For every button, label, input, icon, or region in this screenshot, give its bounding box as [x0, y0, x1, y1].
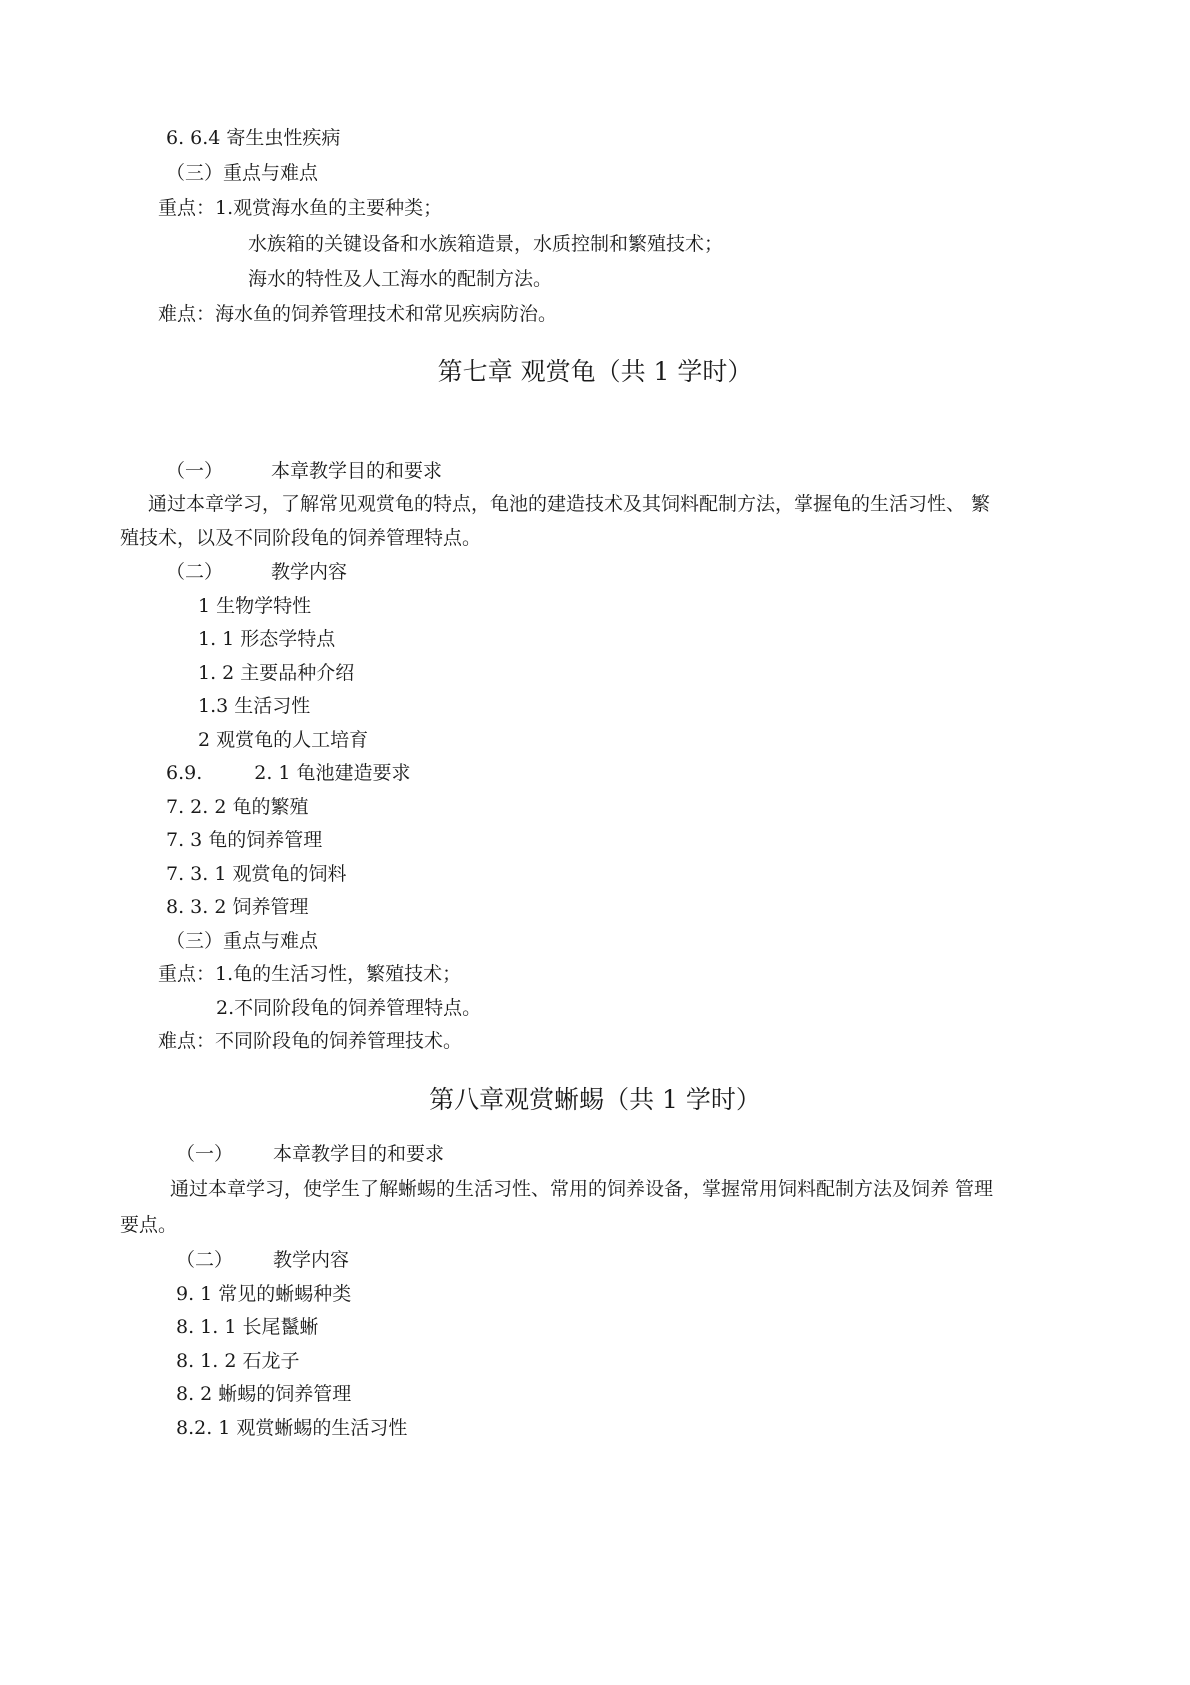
- ch7-item-2-1-number: 6.9.: [166, 762, 203, 784]
- ch7-objectives-marker: （一）: [166, 460, 224, 482]
- ch7-objectives-text-2: 殖技术，以及不同阶段龟的饲养管理特点。: [120, 527, 482, 549]
- chapter-8-title: 第八章观赏蜥蜴（共 1 学时）: [429, 1085, 761, 1114]
- ch8-objectives-marker: （一）: [176, 1143, 234, 1165]
- ch7-item-2-2: 7. 2. 2 龟的繁殖: [166, 796, 309, 818]
- key-point-6-2: 水族箱的关键设备和水族箱造景，水质控制和繁殖技术；: [248, 233, 724, 255]
- ch7-objectives-heading: [166, 459, 442, 483]
- ch8-content-title: 教学内容: [273, 1249, 350, 1271]
- ch7-key-points-heading: （三）重点与难点: [166, 930, 319, 952]
- ch7-content-heading: [166, 560, 347, 584]
- ch8-objectives-heading: [176, 1142, 444, 1166]
- ch8-content-marker: （二）: [176, 1249, 234, 1271]
- key-point-6-1: 重点：1.观赏海水鱼的主要种类；: [158, 197, 443, 219]
- ch7-difficulty: 难点：不同阶段龟的饲养管理技术。: [158, 1030, 463, 1052]
- ch8-item-2-1: 8.2. 1 观赏蜥蜴的生活习性: [176, 1417, 408, 1439]
- ch7-item-3-2: 8. 3. 2 饲养管理: [166, 896, 309, 918]
- ch7-item-3: 7. 3 龟的饲养管理: [166, 829, 323, 851]
- ch7-item-2: 2 观赏龟的人工培育: [198, 729, 369, 751]
- ch8-item-1-1: 8. 1. 1 长尾鬣蜥: [176, 1316, 319, 1338]
- ch7-item-2-1: [166, 761, 411, 785]
- ch7-item-1-3: 1.3 生活习性: [198, 695, 311, 717]
- ch8-item-1: 9. 1 常见的蜥蜴种类: [176, 1283, 352, 1305]
- ch8-objectives-text-2: 要点。: [120, 1214, 178, 1236]
- ch7-content-title: 教学内容: [271, 561, 348, 583]
- key-points-heading-6: （三）重点与难点: [166, 162, 319, 184]
- ch8-content-heading: [176, 1248, 349, 1272]
- ch7-key-point-2: 2.不同阶段龟的饲养管理特点。: [216, 997, 482, 1019]
- ch8-item-1-2: 8. 1. 2 石龙子: [176, 1350, 300, 1372]
- difficulty-6: 难点：海水鱼的饲养管理技术和常见疾病防治。: [158, 303, 558, 325]
- ch7-item-3-1: 7. 3. 1 观赏龟的饲料: [166, 863, 347, 885]
- ch8-item-2: 8. 2 蜥蜴的饲养管理: [176, 1383, 352, 1405]
- ch7-item-2-1-text: 2. 1 龟池建造要求: [254, 762, 411, 784]
- ch7-item-1-2: 1. 2 主要品种介绍: [198, 662, 355, 684]
- key-point-6-3: 海水的特性及人工海水的配制方法。: [248, 268, 553, 290]
- ch7-key-point-1: 重点：1.龟的生活习性，繁殖技术；: [158, 963, 462, 985]
- ch8-objectives-title: 本章教学目的和要求: [273, 1143, 445, 1165]
- ch8-objectives-text-1: 通过本章学习，使学生了解蜥蜴的生活习性、常用的饲养设备，掌握常用饲料配制方法及饲养 管理: [170, 1178, 994, 1200]
- ch7-item-1-1: 1. 1 形态学特点: [198, 628, 336, 650]
- ch7-content-marker: （二）: [166, 561, 224, 583]
- ch7-item-1: 1 生物学特性: [198, 595, 312, 617]
- ch7-objectives-text-1: 通过本章学习，了解常见观赏龟的特点，龟池的建造技术及其饲料配制方法，掌握龟的生活习性、 繁: [148, 493, 991, 515]
- item-6-6-4: 6. 6.4 寄生虫性疾病: [166, 127, 341, 149]
- ch7-objectives-title: 本章教学目的和要求: [271, 460, 443, 482]
- chapter-7-title: 第七章 观赏龟（共 1 学时）: [437, 357, 753, 386]
